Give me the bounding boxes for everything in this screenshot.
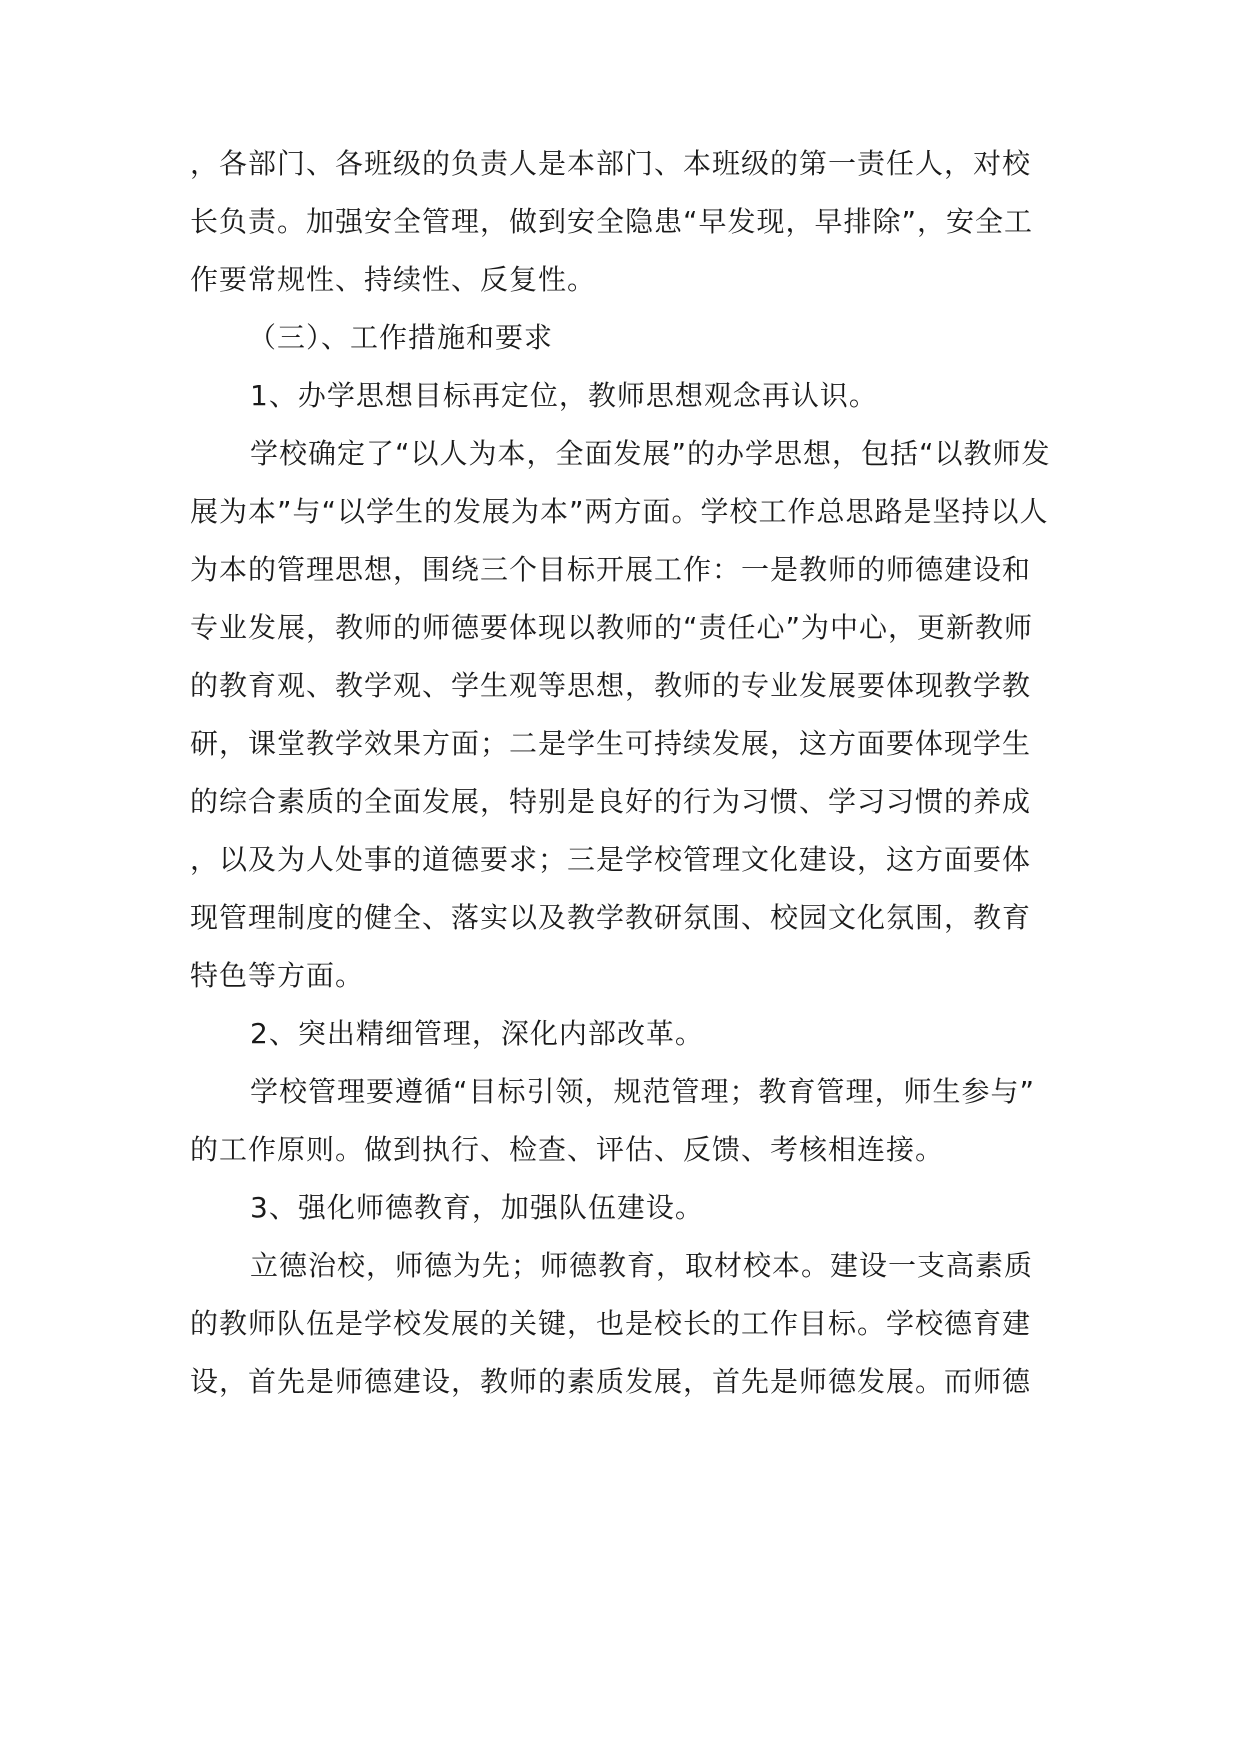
text-line: 学校管理要遵循“目标引领，规范管理；教育管理，师生参与” <box>250 1075 1036 1108</box>
text-line: 的教育观、教学观、学生观等思想，教师的专业发展要体现教学教 <box>190 669 1032 702</box>
text-line: 现管理制度的健全、落实以及教学教研氛围、校园文化氛围，教育 <box>190 901 1032 934</box>
text-line: 为本的管理思想，围绕三个目标开展工作：一是教师的师德建设和 <box>190 553 1032 586</box>
text-line: 的教师队伍是学校发展的关键，也是校长的工作目标。学校德育建 <box>190 1307 1032 1340</box>
text-line: 展为本”与“以学生的发展为本”两方面。学校工作总思路是坚持以人 <box>190 495 1049 528</box>
text-line: 的工作原则。做到执行、检查、评估、反馈、考核相连接。 <box>190 1133 945 1166</box>
subsection-heading: 1、办学思想目标再定位，教师思想观念再认识。 <box>250 379 878 412</box>
text-line: 立德治校，师德为先；师德教育，取材校本。建设一支高素质 <box>250 1249 1034 1282</box>
text-line: 特色等方面。 <box>190 959 365 992</box>
text-line: 作要常规性、持续性、反复性。 <box>190 263 597 296</box>
text-line: 长负责。加强安全管理，做到安全隐患“早发现，早排除”，安全工 <box>190 205 1034 238</box>
text-line: 设，首先是师德建设，教师的素质发展，首先是师德发展。而师德 <box>190 1365 1032 1398</box>
text-line: ，各部门、各班级的负责人是本部门、本班级的第一责任人，对校 <box>190 147 1032 180</box>
text-line: 专业发展，教师的师德要体现以教师的“责任心”为中心，更新教师 <box>190 611 1034 644</box>
text-line: ，以及为人处事的道德要求；三是学校管理文化建设，这方面要体 <box>190 843 1032 876</box>
text-line: 的综合素质的全面发展，特别是良好的行为习惯、学习习惯的养成 <box>190 785 1032 818</box>
text-line: 学校确定了“以人为本，全面发展”的办学思想，包括“以教师发 <box>250 437 1051 470</box>
subsection-heading: 2、突出精细管理，深化内部改革。 <box>250 1017 704 1050</box>
section-heading: （三）、工作措施和要求 <box>248 321 554 354</box>
subsection-heading: 3、强化师德教育，加强队伍建设。 <box>250 1191 704 1224</box>
text-line: 研，课堂教学效果方面；二是学生可持续发展，这方面要体现学生 <box>190 727 1032 760</box>
